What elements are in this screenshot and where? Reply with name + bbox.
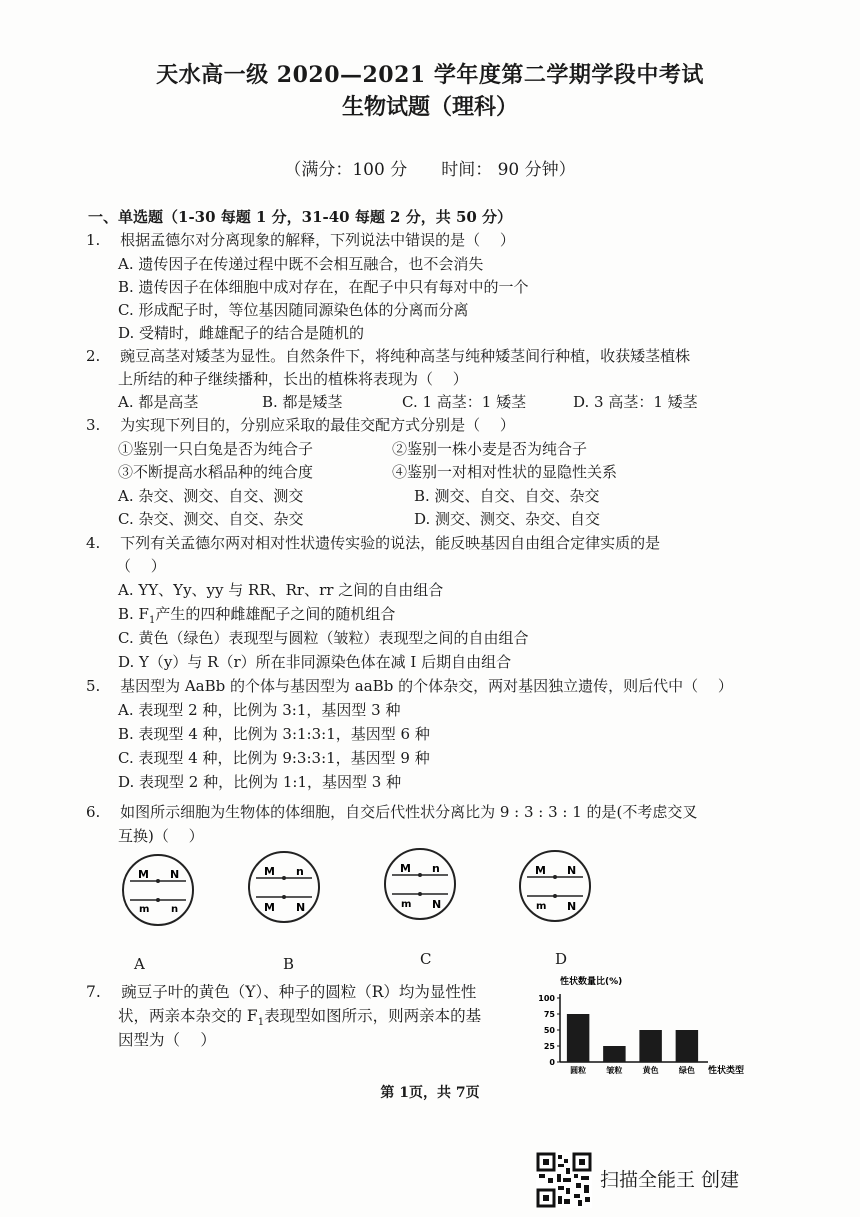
q7-bar-chart: [530, 970, 780, 1082]
exam-meta: （满分：100 分 时间： 90 分钟）: [284, 160, 576, 180]
cell-d-top-right: N: [567, 864, 577, 877]
q3-option-d: D. 测交、测交、杂交、自交: [414, 510, 601, 528]
chart-x-tick-label: 黄色: [642, 1066, 659, 1075]
cell-c-top-left: M: [400, 862, 411, 875]
cell-a-bot-left: m: [139, 904, 150, 915]
cell-diagram-c: [382, 846, 458, 922]
q2-stem: 2. 豌豆高茎对矮茎为显性。自然条件下，将纯种高茎与纯种矮茎间行种植，收获矮茎植株: [86, 347, 691, 365]
q7-stem-cont-sub: 1: [257, 1017, 265, 1029]
chart-bar: [567, 1014, 589, 1062]
cell-label-d: D: [555, 950, 568, 968]
q4-option-a: A. YY、Yy、yy 与 RR、Rr、rr 之间的自由组合: [118, 581, 444, 599]
q7-stem-cont-post: 表现型如图所示，则两亲本的基: [264, 1007, 482, 1025]
chart-x-tick-label: 绿色: [678, 1066, 695, 1075]
cell-diagram-a: [120, 852, 196, 928]
cell-a-bot-right: n: [171, 904, 179, 915]
exam-title: 天水高一级 2020—2021 学年度第二学期学段中考试: [156, 62, 704, 88]
q2-stem-cont: 上所结的种子继续播种，长出的植株将表现为（ ）: [118, 370, 468, 388]
q6-stem-cont: 互换)（ ）: [118, 827, 204, 845]
chart-bar: [676, 1030, 698, 1062]
cell-c-top-right: n: [432, 862, 440, 875]
cell-diagram-d: [517, 848, 593, 924]
chart-x-axis-label: 性状类型: [708, 1066, 745, 1076]
q4-option-b-post: 产生的四种雌雄配子之间的随机组合: [155, 605, 396, 623]
q5-option-c: C. 表现型 4 种，比例为 9:3:3:1，基因型 9 种: [118, 749, 430, 767]
q5-option-b: B. 表现型 4 种，比例为 3:1:3:1，基因型 6 种: [118, 725, 430, 743]
cell-d-bot-left: m: [536, 901, 547, 912]
chart-y-tick-label: 75: [543, 1010, 555, 1019]
qr-code: [536, 1152, 592, 1208]
chart-x-tick-label: 皱粒: [606, 1066, 623, 1075]
q7-stem-end: 因型为（ ）: [118, 1031, 216, 1049]
q4-option-b-pre: B. F: [118, 605, 149, 623]
q2-option-a: A. 都是高茎: [118, 393, 199, 411]
q2-option-c: C. 1 高茎：1 矮茎: [402, 393, 527, 411]
q7-stem-cont-pre: 状，两亲本杂交的 F: [118, 1007, 258, 1025]
q2-option-b: B. 都是矮茎: [262, 393, 343, 411]
q3-option-c: C. 杂交、测交、自交、杂交: [118, 510, 304, 528]
chart-svg: [530, 970, 780, 1082]
exam-subtitle: 生物试题（理科）: [341, 94, 518, 120]
q7-stem: 7. 豌豆子叶的黄色（Y）、种子的圆粒（R）均为显性性: [86, 983, 477, 1001]
q1-option-c: C. 形成配子时，等位基因随同源染色体的分离而分离: [118, 301, 469, 319]
cell-c-bot-left: m: [401, 899, 412, 910]
chart-bar: [603, 1046, 625, 1062]
q4-stem-cont: （ ）: [116, 557, 166, 575]
cell-b-top-right: n: [296, 865, 304, 878]
cell-d-top-left: M: [535, 864, 546, 877]
q5-option-d: D. 表现型 2 种，比例为 1:1，基因型 3 种: [118, 773, 402, 791]
chart-x-tick-label: 圆粒: [570, 1066, 587, 1075]
q3-option-a: A. 杂交、测交、自交、测交: [118, 487, 304, 505]
chart-y-tick-label: 50: [543, 1026, 555, 1035]
q3-item-1: ①鉴别一只白兔是否为纯合子: [118, 440, 314, 458]
chart-y-tick-label: 100: [538, 994, 555, 1003]
cell-b-bot-right: N: [296, 901, 306, 914]
q3-item-4: ④鉴别一对相对性状的显隐性关系: [392, 463, 618, 481]
cell-a-top-left: M: [138, 868, 149, 881]
q3-item-3: ③不断提高水稻品种的纯合度: [118, 463, 314, 481]
scanner-watermark: 扫描全能王 创建: [600, 1169, 740, 1191]
chart-bar: [639, 1030, 661, 1062]
chart-y-tick-label: 25: [543, 1042, 555, 1051]
cell-a-top-right: N: [170, 868, 180, 881]
page-footer: 第 1页，共 7页: [380, 1085, 480, 1101]
q4-stem: 4. 下列有关孟德尔两对相对性状遗传实验的说法，能反映基因自由组合定律实质的是: [86, 534, 661, 552]
chart-y-tick-label: 0: [549, 1058, 555, 1067]
q4-option-b-sub: 1: [148, 615, 156, 626]
cell-b-top-left: M: [264, 865, 275, 878]
section-heading: 一、单选题（1-30 每题 1 分，31-40 每题 2 分，共 50 分）: [88, 208, 513, 226]
q3-stem: 3. 为实现下列目的，分别应采取的最佳交配方式分别是（ ）: [86, 416, 515, 434]
q5-option-a: A. 表现型 2 种，比例为 3:1，基因型 3 种: [118, 701, 401, 719]
chart-marks: [538, 994, 708, 1075]
q2-option-d: D. 3 高茎：1 矮茎: [573, 393, 698, 411]
q1-option-a: A. 遗传因子在传递过程中既不会相互融合，也不会消失: [118, 255, 484, 273]
cell-label-a: A: [134, 955, 145, 973]
cell-c-bot-right: N: [432, 898, 442, 911]
chart-title: 性状数量比(%): [560, 977, 623, 987]
q1-option-b: B. 遗传因子在体细胞中成对存在，在配子中只有每对中的一个: [118, 278, 529, 296]
cell-b-bot-left: M: [264, 901, 275, 914]
cell-label-c: C: [420, 950, 432, 968]
cell-diagram-b: [246, 849, 322, 925]
q4-option-d: D. Y（y）与 R（r）所在非同源染色体在减 I 后期自由组合: [118, 653, 512, 671]
q5-stem: 5. 基因型为 AaBb 的个体与基因型为 aaBb 的个体杂交，两对基因独立遗传，则后代中（ ）: [86, 677, 733, 695]
q1-option-d: D. 受精时，雌雄配子的结合是随机的: [118, 324, 365, 342]
q4-option-c: C. 黄色（绿色）表现型与圆粒（皱粒）表现型之间的自由组合: [118, 629, 529, 647]
q3-item-2: ②鉴别一株小麦是否为纯合子: [392, 440, 588, 458]
q4-option-b: [118, 604, 395, 631]
cell-label-b: B: [283, 955, 295, 973]
q6-stem: 6. 如图所示细胞为生物体的体细胞，自交后代性状分离比为 9 : 3 : 3 : 1 的是(不考虑交叉: [86, 803, 698, 821]
q1-stem: 1. 根据孟德尔对分离现象的解释，下列说法中错误的是（ ）: [86, 231, 515, 249]
q3-option-b: B. 测交、自交、自交、杂交: [414, 487, 600, 505]
cell-d-bot-right: N: [567, 900, 577, 913]
